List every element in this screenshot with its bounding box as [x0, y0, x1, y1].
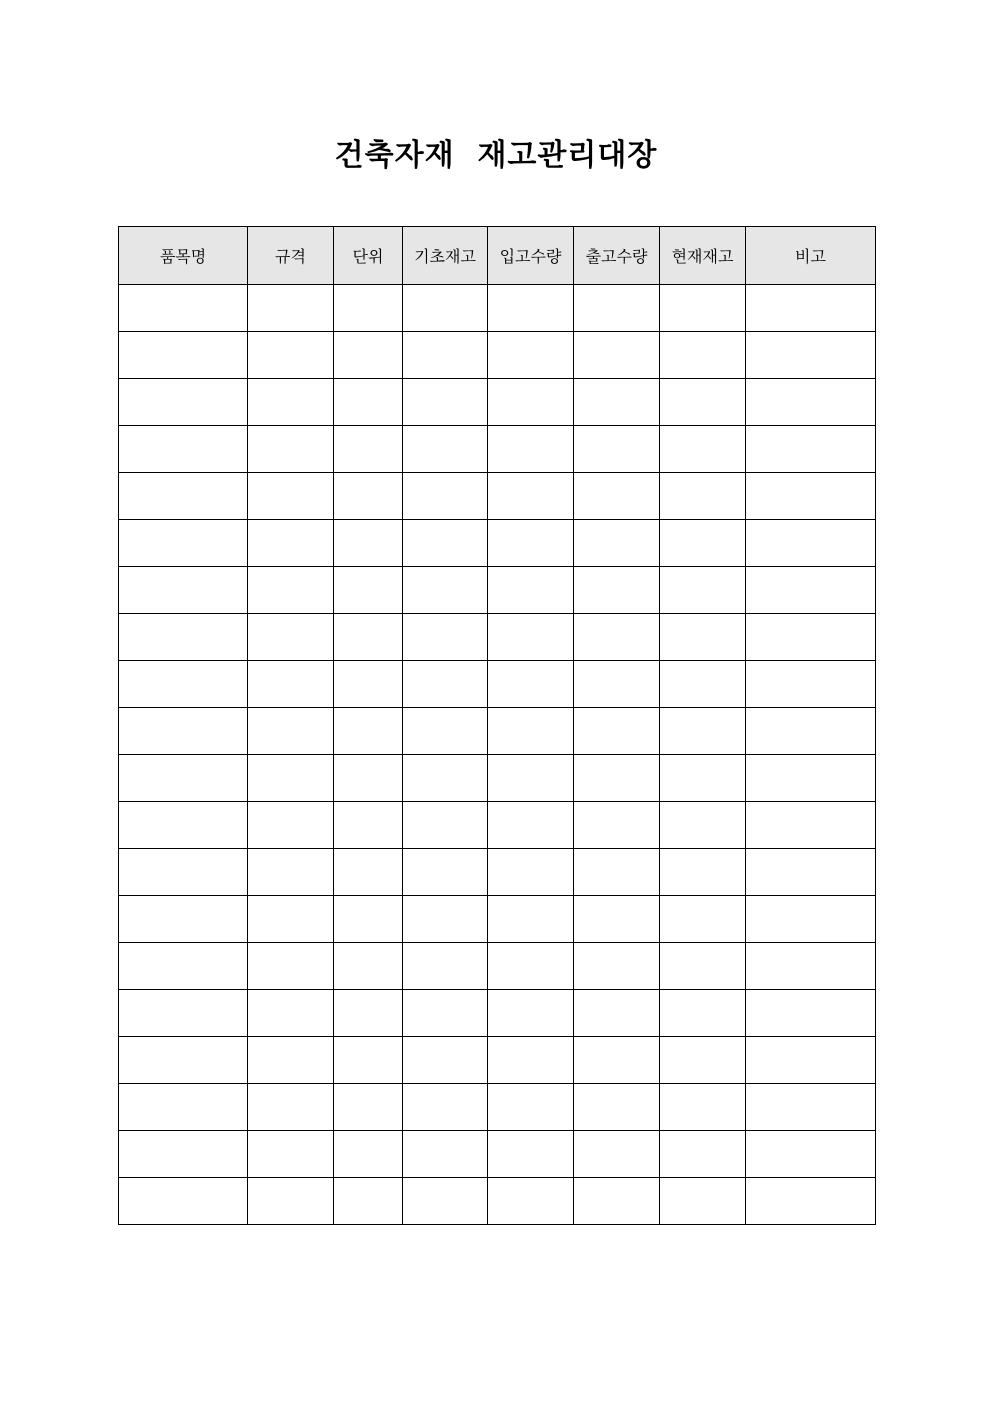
issued-qty-cell[interactable] [574, 849, 660, 896]
spec-cell[interactable] [248, 943, 334, 990]
opening-stock-cell[interactable] [403, 285, 488, 332]
current-stock-cell[interactable] [660, 661, 746, 708]
received-qty-cell[interactable] [488, 567, 574, 614]
remarks-cell[interactable] [746, 708, 876, 755]
table-row [119, 473, 876, 520]
issued-qty-cell[interactable] [574, 379, 660, 426]
item-name-cell[interactable] [119, 520, 248, 567]
table-row [119, 520, 876, 567]
table-row [119, 896, 876, 943]
received-qty-cell[interactable] [488, 614, 574, 661]
received-qty-cell[interactable] [488, 1178, 574, 1225]
issued-qty-cell[interactable] [574, 755, 660, 802]
item-name-cell[interactable] [119, 849, 248, 896]
item-name-cell[interactable] [119, 1084, 248, 1131]
table-row [119, 708, 876, 755]
remarks-cell[interactable] [746, 1037, 876, 1084]
issued-qty-cell[interactable] [574, 520, 660, 567]
opening-stock-cell[interactable] [403, 943, 488, 990]
unit-cell[interactable] [334, 285, 403, 332]
issued-qty-cell[interactable] [574, 1131, 660, 1178]
received-qty-cell[interactable] [488, 661, 574, 708]
unit-cell[interactable] [334, 379, 403, 426]
opening-stock-cell[interactable] [403, 990, 488, 1037]
item-name-cell[interactable] [119, 426, 248, 473]
opening-stock-cell[interactable] [403, 332, 488, 379]
item-name-cell[interactable] [119, 473, 248, 520]
issued-qty-cell[interactable] [574, 661, 660, 708]
opening-stock-cell[interactable] [403, 1084, 488, 1131]
current-stock-cell[interactable] [660, 1131, 746, 1178]
opening-stock-cell[interactable] [403, 567, 488, 614]
item-name-cell[interactable] [119, 614, 248, 661]
unit-cell[interactable] [334, 426, 403, 473]
current-stock-cell[interactable] [660, 708, 746, 755]
table-row [119, 1178, 876, 1225]
remarks-cell[interactable] [746, 379, 876, 426]
spec-cell[interactable] [248, 426, 334, 473]
issued-qty-cell[interactable] [574, 708, 660, 755]
table-row [119, 661, 876, 708]
current-stock-cell[interactable] [660, 849, 746, 896]
received-qty-cell[interactable] [488, 285, 574, 332]
spec-cell[interactable] [248, 661, 334, 708]
unit-cell[interactable] [334, 849, 403, 896]
spec-cell[interactable] [248, 1037, 334, 1084]
opening-stock-cell[interactable] [403, 426, 488, 473]
issued-qty-cell[interactable] [574, 1084, 660, 1131]
current-stock-cell[interactable] [660, 990, 746, 1037]
spec-cell[interactable] [248, 708, 334, 755]
current-stock-cell[interactable] [660, 1084, 746, 1131]
table-row [119, 990, 876, 1037]
remarks-cell[interactable] [746, 661, 876, 708]
current-stock-cell[interactable] [660, 567, 746, 614]
received-qty-cell[interactable] [488, 943, 574, 990]
remarks-cell[interactable] [746, 1084, 876, 1131]
opening-stock-cell[interactable] [403, 896, 488, 943]
unit-cell[interactable] [334, 1084, 403, 1131]
current-stock-cell[interactable] [660, 379, 746, 426]
received-qty-cell[interactable] [488, 332, 574, 379]
current-stock-cell[interactable] [660, 473, 746, 520]
current-stock-cell[interactable] [660, 755, 746, 802]
spec-cell[interactable] [248, 473, 334, 520]
item-name-cell[interactable] [119, 661, 248, 708]
received-qty-cell[interactable] [488, 1131, 574, 1178]
issued-qty-cell[interactable] [574, 1037, 660, 1084]
spec-cell[interactable] [248, 567, 334, 614]
issued-qty-cell[interactable] [574, 896, 660, 943]
item-name-cell[interactable] [119, 285, 248, 332]
table-row [119, 849, 876, 896]
current-stock-cell[interactable] [660, 332, 746, 379]
page-title: 건축자재 재고관리대장 [334, 138, 658, 173]
spec-cell[interactable] [248, 990, 334, 1037]
issued-qty-cell[interactable] [574, 567, 660, 614]
current-stock-cell[interactable] [660, 1178, 746, 1225]
remarks-cell[interactable] [746, 990, 876, 1037]
unit-cell[interactable] [334, 755, 403, 802]
unit-cell[interactable] [334, 567, 403, 614]
received-qty-cell[interactable] [488, 426, 574, 473]
current-stock-cell[interactable] [660, 426, 746, 473]
opening-stock-cell[interactable] [403, 614, 488, 661]
spec-cell[interactable] [248, 614, 334, 661]
column-header-item-name: 품목명 [119, 227, 248, 285]
issued-qty-cell[interactable] [574, 473, 660, 520]
spec-cell[interactable] [248, 332, 334, 379]
unit-cell[interactable] [334, 708, 403, 755]
item-name-cell[interactable] [119, 1178, 248, 1225]
spec-cell[interactable] [248, 379, 334, 426]
remarks-cell[interactable] [746, 520, 876, 567]
current-stock-cell[interactable] [660, 1037, 746, 1084]
received-qty-cell[interactable] [488, 802, 574, 849]
received-qty-cell[interactable] [488, 520, 574, 567]
remarks-cell[interactable] [746, 943, 876, 990]
table-row [119, 332, 876, 379]
current-stock-cell[interactable] [660, 520, 746, 567]
unit-cell[interactable] [334, 614, 403, 661]
spec-cell[interactable] [248, 802, 334, 849]
table-row [119, 379, 876, 426]
received-qty-cell[interactable] [488, 379, 574, 426]
table-row [119, 1037, 876, 1084]
item-name-cell[interactable] [119, 896, 248, 943]
remarks-cell[interactable] [746, 567, 876, 614]
remarks-cell[interactable] [746, 802, 876, 849]
table-row [119, 1084, 876, 1131]
table-row [119, 614, 876, 661]
issued-qty-cell[interactable] [574, 943, 660, 990]
opening-stock-cell[interactable] [403, 473, 488, 520]
opening-stock-cell[interactable] [403, 708, 488, 755]
item-name-cell[interactable] [119, 755, 248, 802]
spec-cell[interactable] [248, 520, 334, 567]
spec-cell[interactable] [248, 1178, 334, 1225]
item-name-cell[interactable] [119, 379, 248, 426]
opening-stock-cell[interactable] [403, 520, 488, 567]
unit-cell[interactable] [334, 990, 403, 1037]
column-header-issued-qty: 출고수량 [574, 227, 660, 285]
unit-cell[interactable] [334, 1037, 403, 1084]
unit-cell[interactable] [334, 473, 403, 520]
opening-stock-cell[interactable] [403, 755, 488, 802]
issued-qty-cell[interactable] [574, 332, 660, 379]
column-header-opening-stock: 기초재고 [403, 227, 488, 285]
table-row [119, 426, 876, 473]
table-row [119, 802, 876, 849]
inventory-ledger-table [118, 226, 876, 1225]
received-qty-cell[interactable] [488, 1084, 574, 1131]
table-row [119, 755, 876, 802]
header-row [119, 227, 876, 285]
unit-cell[interactable] [334, 661, 403, 708]
remarks-cell[interactable] [746, 473, 876, 520]
issued-qty-cell[interactable] [574, 285, 660, 332]
unit-cell[interactable] [334, 802, 403, 849]
received-qty-cell[interactable] [488, 990, 574, 1037]
issued-qty-cell[interactable] [574, 426, 660, 473]
spec-cell[interactable] [248, 896, 334, 943]
received-qty-cell[interactable] [488, 755, 574, 802]
unit-cell[interactable] [334, 1131, 403, 1178]
opening-stock-cell[interactable] [403, 849, 488, 896]
table-row [119, 1131, 876, 1178]
opening-stock-cell[interactable] [403, 1037, 488, 1084]
current-stock-cell[interactable] [660, 285, 746, 332]
remarks-cell[interactable] [746, 1178, 876, 1225]
item-name-cell[interactable] [119, 1037, 248, 1084]
unit-cell[interactable] [334, 1178, 403, 1225]
received-qty-cell[interactable] [488, 708, 574, 755]
remarks-cell[interactable] [746, 332, 876, 379]
item-name-cell[interactable] [119, 708, 248, 755]
column-header-current-stock: 현재재고 [660, 227, 746, 285]
table-row [119, 567, 876, 614]
item-name-cell[interactable] [119, 332, 248, 379]
spec-cell[interactable] [248, 755, 334, 802]
issued-qty-cell[interactable] [574, 990, 660, 1037]
unit-cell[interactable] [334, 332, 403, 379]
current-stock-cell[interactable] [660, 896, 746, 943]
received-qty-cell[interactable] [488, 473, 574, 520]
remarks-cell[interactable] [746, 849, 876, 896]
table-row [119, 285, 876, 332]
issued-qty-cell[interactable] [574, 614, 660, 661]
unit-cell[interactable] [334, 520, 403, 567]
remarks-cell[interactable] [746, 896, 876, 943]
item-name-cell[interactable] [119, 990, 248, 1037]
spec-cell[interactable] [248, 1131, 334, 1178]
column-header-unit: 단위 [334, 227, 403, 285]
column-header-spec: 규격 [248, 227, 334, 285]
opening-stock-cell[interactable] [403, 379, 488, 426]
received-qty-cell[interactable] [488, 849, 574, 896]
current-stock-cell[interactable] [660, 943, 746, 990]
current-stock-cell[interactable] [660, 614, 746, 661]
column-header-received-qty: 입고수량 [488, 227, 574, 285]
remarks-cell[interactable] [746, 426, 876, 473]
table-body [119, 285, 876, 1225]
opening-stock-cell[interactable] [403, 661, 488, 708]
spec-cell[interactable] [248, 1084, 334, 1131]
unit-cell[interactable] [334, 943, 403, 990]
remarks-cell[interactable] [746, 755, 876, 802]
issued-qty-cell[interactable] [574, 1178, 660, 1225]
received-qty-cell[interactable] [488, 1037, 574, 1084]
opening-stock-cell[interactable] [403, 802, 488, 849]
column-header-remarks: 비고 [746, 227, 876, 285]
table-row [119, 943, 876, 990]
spec-cell[interactable] [248, 849, 334, 896]
opening-stock-cell[interactable] [403, 1178, 488, 1225]
received-qty-cell[interactable] [488, 896, 574, 943]
item-name-cell[interactable] [119, 1131, 248, 1178]
remarks-cell[interactable] [746, 1131, 876, 1178]
item-name-cell[interactable] [119, 943, 248, 990]
item-name-cell[interactable] [119, 802, 248, 849]
unit-cell[interactable] [334, 896, 403, 943]
issued-qty-cell[interactable] [574, 802, 660, 849]
opening-stock-cell[interactable] [403, 1131, 488, 1178]
spec-cell[interactable] [248, 285, 334, 332]
current-stock-cell[interactable] [660, 802, 746, 849]
remarks-cell[interactable] [746, 614, 876, 661]
remarks-cell[interactable] [746, 285, 876, 332]
item-name-cell[interactable] [119, 567, 248, 614]
